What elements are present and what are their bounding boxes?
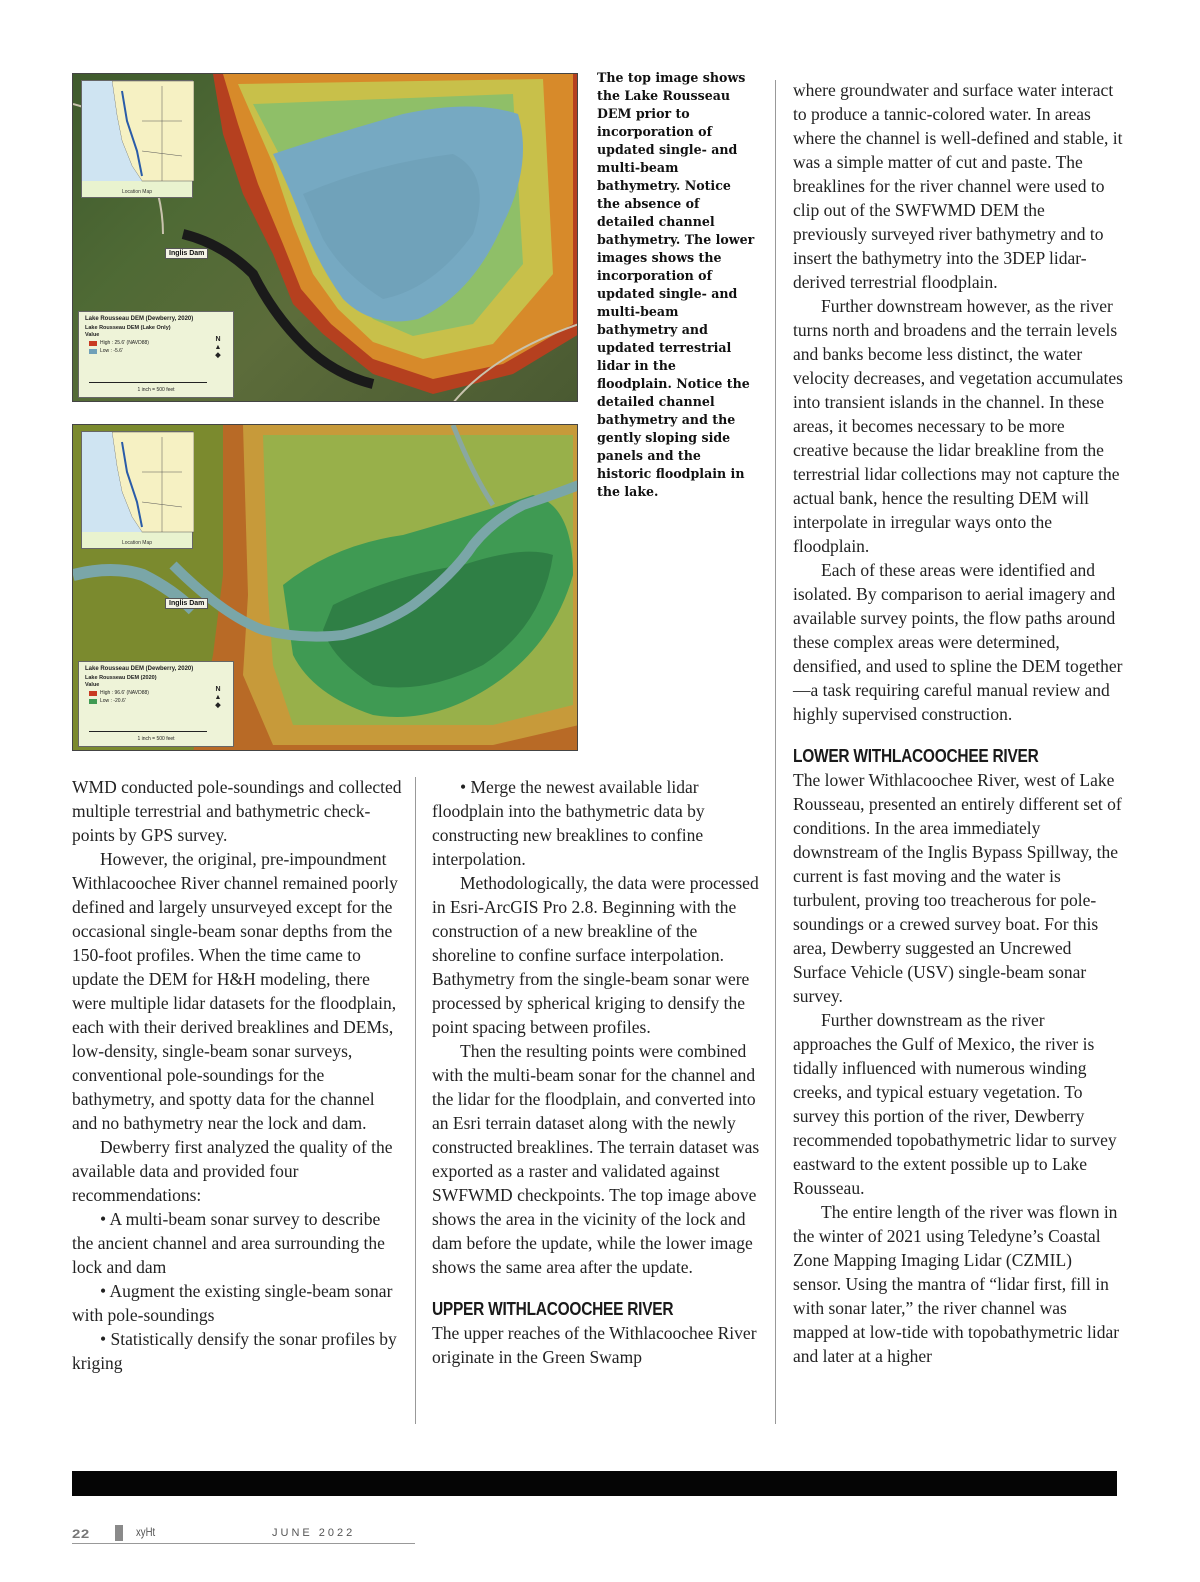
legend-low-swatch	[89, 349, 97, 354]
legend-low-text: Low : -5.6'	[100, 348, 123, 354]
scale-text: 1 inch = 500 feet	[137, 387, 175, 393]
north-arrow-icon: N ▲ ◆	[211, 336, 225, 360]
legend-high-swatch	[89, 341, 97, 346]
section-heading: UPPER WITHLACOOCHEE RIVER	[432, 1299, 674, 1319]
legend-low-text: Low : -20.6'	[100, 698, 126, 704]
legend-low-row	[85, 698, 227, 704]
legend-high-row	[85, 690, 227, 696]
bullet-item: • Merge the newest available lidar floodplain into the bathymetric data by constructing new breaklines to confine interpolation.	[432, 777, 705, 869]
inglis-dam-label: Inglis Dam	[165, 248, 208, 259]
bullet-item: • Statistically densify the sonar profiles by kriging	[72, 1329, 397, 1373]
paragraph: WMD conducted pole-soundings and collected multiple terrestrial and bathymetric check-points by GPS survey.	[72, 777, 402, 845]
paragraph: Dewberry first analyzed the quality of the available data and provided four recommendations:	[72, 1137, 393, 1205]
legend-high-text: High : 96.6' (NAVD88)	[100, 690, 149, 696]
legend-value-label: Value	[85, 682, 100, 688]
column-divider	[415, 777, 416, 1424]
article-column-2	[432, 775, 762, 1369]
paragraph: Then the resulting points were combined with the multi-beam sonar for the channel and the lidar for the floodplain, and converted into an Esri terrain dataset along with the newly constructed breaklines. The terrain dataset was exported as a raster and validated against SWFWMD checkpoints. The top image above shows the area in the vicinity of the lock and dam before the update, while the lower image shows the same area after the update.	[432, 1041, 760, 1277]
magazine-brand: xyHt	[136, 1525, 156, 1539]
inset-caption: Location Map	[121, 540, 153, 546]
bullet-item: • A multi-beam sonar survey to describe the ancient channel and area surrounding the lock and dam	[72, 1209, 385, 1277]
bullet-item: • Augment the existing single-beam sonar with pole-soundings	[72, 1281, 393, 1325]
footer-marker	[115, 1525, 123, 1541]
paragraph: The entire length of the river was flown in the winter of 2021 using Teledyne’s Coastal Zone Mapping Imaging Lidar (CZMIL) sensor. Using the mantra of “lidar first, fill in with sonar later,” the river channel was mapped at low-tide with topobathymetric lidar and later at a higher	[793, 1202, 1120, 1366]
inglis-dam-label: Inglis Dam	[165, 598, 208, 609]
location-inset-map	[81, 80, 193, 198]
issue-date: JUNE 2022	[272, 1527, 356, 1539]
page-number: 22	[72, 1527, 90, 1542]
paragraph: However, the original, pre-impoundment Withlacoochee River channel remained poorly defined and largely unsurveyed except for the occasional single-beam sonar depths from the 150-foot profiles. When the time came to update the DEM for H&H modeling, there were multiple lidar datasets for the floodplain, each with their derived breaklines and DEMs, low-density, single-beam sonar surveys, conventional pole-soundings for the bathymetry, and spotty data for the channel and no bathymetry near the lock and dam.	[72, 849, 398, 1133]
paragraph: where groundwater and surface water interact to produce a tannic-colored water. In areas where the channel is well-defined and stable, it was a simple matter of cut and paste. The breaklines for the river channel were used to clip out of the SWFWMD DEM the previously surveyed river bathymetry and to insert the bathymetry into the 3DEP lidar-derived terrestrial floodplain.	[793, 80, 1123, 292]
paragraph: The lower Withlacoochee River, west of Lake Rousseau, presented an entirely different set of conditions. In the area immediately downstream of the Inglis Bypass Spillway, the current is fast moving and the water is turbulent, proving too treacherous for pole-soundings or a crewed survey boat. For this area, Dewberry suggested an Uncrewed Surface Vehicle (USV) single-beam sonar survey.	[793, 770, 1122, 1006]
map-legend	[78, 311, 234, 398]
article-column-1	[72, 775, 402, 1375]
dem-after-map	[72, 424, 578, 751]
dem-before-map	[72, 73, 578, 402]
legend-low-row	[85, 348, 227, 354]
figure-caption: The top image shows the Lake Rousseau DEM prior to incorporation of updated single- and multi-beam bathymetry. Notice the absence of detailed channel bathymetry. The lower images shows the incorporation of updated single- and multi-beam bathymetry and updated terrestrial lidar in the floodplain. Notice the detailed channel bathymetry and the gently sloping side panels and the historic floodplain in the lake.	[597, 70, 755, 499]
section-heading: LOWER WITHLACOOCHEE RIVER	[793, 746, 1039, 766]
legend-title: Lake Rousseau DEM (Dewberry, 2020)	[85, 666, 194, 672]
scale-text: 1 inch = 500 feet	[137, 736, 175, 742]
scale-bar	[89, 379, 207, 383]
paragraph: Methodologically, the data were processed in Esri-ArcGIS Pro 2.8. Beginning with the construction of a new breakline of the shoreline to confine surface interpolation. Bathymetry from the single-beam sonar were processed by spherical kriging to densify the point spacing between profiles.	[432, 873, 759, 1037]
article-column-3	[793, 78, 1123, 1368]
north-letter: N	[215, 336, 221, 343]
legend-value-label: Value	[85, 332, 100, 338]
location-inset-graphic	[82, 432, 194, 550]
legend-title: Lake Rousseau DEM (Dewberry, 2020)	[85, 316, 194, 322]
scale-bar	[89, 728, 207, 732]
legend-high-text: High : 25.6' (NAVD88)	[100, 340, 149, 346]
location-inset-map	[81, 431, 193, 549]
legend-layer: Lake Rousseau DEM (2020)	[85, 675, 157, 681]
paragraph: Each of these areas were identified and isolated. By comparison to aerial imagery and available survey points, the flow paths around these complex areas were determined, densified, and used to spline the DEM together—a task requiring careful manual review and highly supervised construction.	[793, 560, 1123, 724]
legend-high-row	[85, 340, 227, 346]
legend-low-swatch	[89, 699, 97, 704]
legend-high-swatch	[89, 691, 97, 696]
inset-caption: Location Map	[121, 189, 153, 195]
footer-bar	[72, 1471, 1117, 1496]
page-footer	[72, 1524, 415, 1544]
paragraph: Further downstream however, as the river turns north and broadens and the terrain levels and banks become less distinct, the water velocity decreases, and vegetation accumulates into transient islands in the channel. In these areas, it becomes necessary to be more creative because the lidar breakline from the terrestrial lidar collections may not capture the actual bank, hence the resulting DEM will interpolate in irregular ways onto the floodplain.	[793, 296, 1123, 556]
paragraph: Further downstream as the river approaches the Gulf of Mexico, the river is tidally influenced with numerous winding creeks, and typical estuary vegetation. To survey this portion of the river, Dewberry recommended topobathymetric lidar to survey eastward to the extent possible up to Lake Rousseau.	[793, 1010, 1117, 1198]
map-legend	[78, 661, 234, 747]
column-divider	[775, 80, 776, 1424]
north-letter: N	[215, 686, 221, 693]
north-arrow-icon: N ▲ ◆	[211, 686, 225, 710]
legend-layer: Lake Rousseau DEM (Lake Only)	[85, 325, 171, 331]
location-inset-graphic	[82, 81, 194, 199]
paragraph: The upper reaches of the Withlacoochee River originate in the Green Swamp	[432, 1323, 757, 1367]
